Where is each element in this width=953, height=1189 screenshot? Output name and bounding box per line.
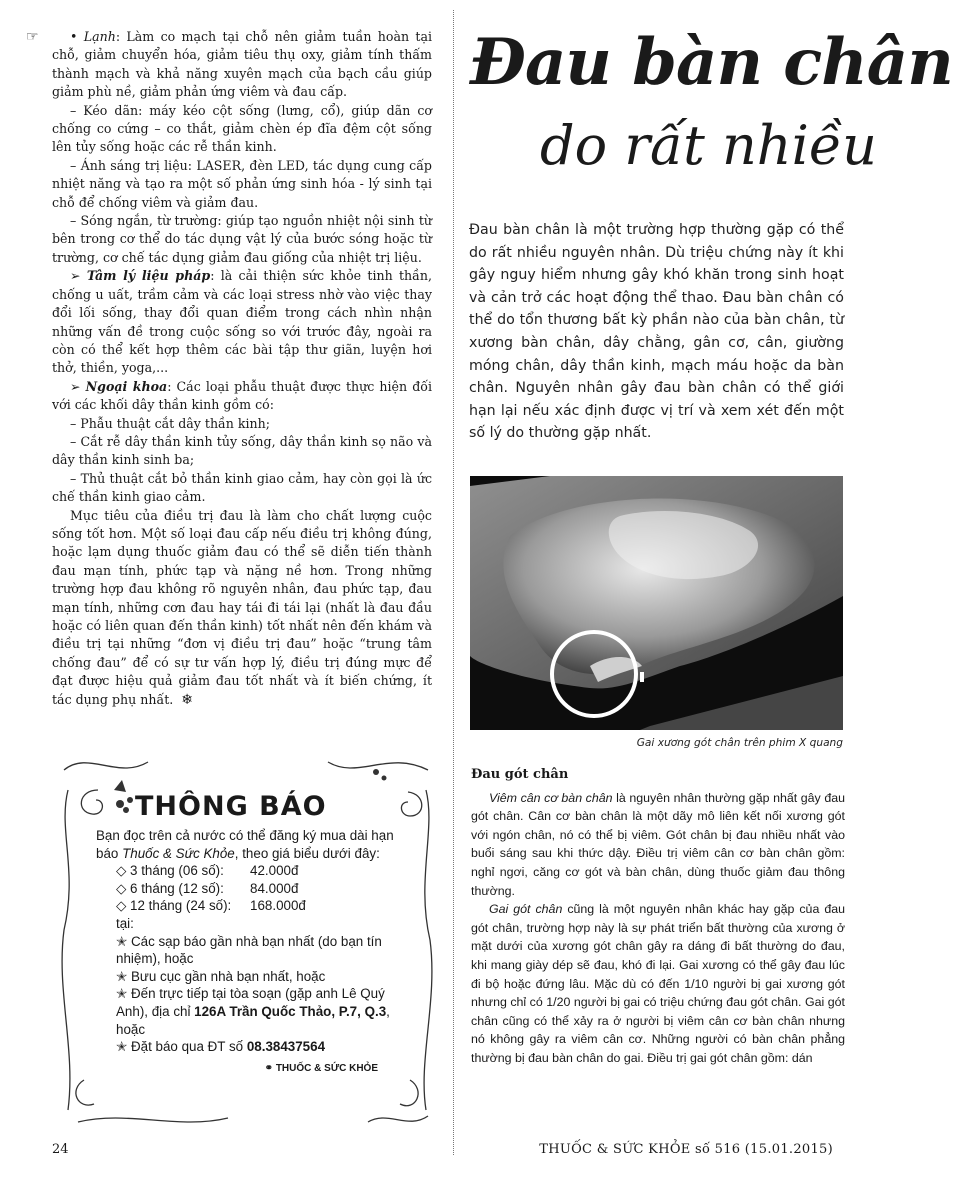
list-item: – Thủ thuật cắt bỏ thần kinh giao cảm, hay còn gọi là ức chế thần kinh giao cảm. (52, 470, 432, 505)
star-icon: ✭ (116, 968, 131, 984)
notice-address: 126A Trần Quốc Thảo, P.7, Q.3 (194, 1003, 387, 1019)
notice-intro (96, 827, 396, 862)
paragraph-light-therapy: – Ánh sáng trị liệu: LASER, đèn LED, tác dụng cung cấp nhiệt năng và tạo ra một số phản ứng sinh hóa - lý sinh tại chỗ để chống viêm và giảm đau. (52, 157, 432, 210)
price-label: 3 tháng (06 số): (130, 863, 224, 879)
list-item: – Cắt rễ dây thần kinh tủy sống, dây thần kinh sọ não và dây thần kinh sinh ba; (52, 433, 432, 468)
price-label: 12 tháng (24 số): (130, 898, 232, 914)
term-psychotherapy: Tâm lý liệu pháp (86, 268, 211, 284)
term-surgery: Ngoại khoa (85, 378, 168, 394)
text-surgery: : Các loại phẫu thuật được thực hiện đối với các khối dây thần kinh gồm có: (52, 378, 432, 413)
notice-option-text: Bưu cục gần nhà bạn nhất, hoặc (130, 968, 326, 984)
snowflake-icon: ❄ (181, 691, 193, 708)
notice-option (96, 968, 396, 986)
paragraph-conclusion (52, 507, 432, 709)
arrow-bullet-icon: ➢ (70, 378, 86, 394)
star-icon: ✭ (116, 986, 131, 1002)
pill-icon: ⚭ (264, 1062, 276, 1074)
notice-publication: Thuốc & Sức Khỏe (122, 845, 235, 861)
term-cold: Lạnh (83, 29, 116, 44)
left-column (26, 28, 432, 709)
column-divider (453, 10, 454, 1155)
notice-option (96, 933, 396, 968)
diamond-icon: ◇ (116, 898, 131, 914)
publication-footer: THUỐC & SỨC KHỎE số 516 (15.01.2015) (539, 1142, 833, 1157)
term-plantar-fasciitis: Viêm cân cơ bàn chân (489, 790, 613, 805)
section-title: Đau gót chân (471, 767, 569, 782)
text-plantar-fasciitis: là nguyên nhân thường gặp nhất gây đau gót chân. Cân cơ bàn chân là một dãy mô liên kết nối xương gót với ngón chân, nó có thể bị viêm. Gót chân bị đau nhiều nhất vào buổi sáng sau khi thức dậy. Điều trị viêm cân cơ bàn chân gồm: nghỉ ngơi, căng cơ gót và bàn chân, dùng thuốc giảm đau thông thường. (471, 790, 845, 898)
price-value: 42.000đ (250, 863, 299, 879)
text-heel-spur: cũng là một nguyên nhân khác hay gặp của đau gót chân, trường hợp này là sự phát triển bất thường của xương ở mặt dưới của xương gót chân gây ra dáng đi bất thường do đau, khi mang giày dép sẽ đau, khó đi lại. Gai xương có thể gây đau lúc đi bộ hoặc đứng lâu. Mặc dù có đến 1/10 người bị gai xương gót nhưng chỉ có 1/20 người bị gai có triệu chứng đau gót chân. Gai gót chân cũng có thể xảy ra ở người bị viêm cân cơ bàn chân nhưng nó không gây ra viêm cân cơ. Những người có bàn chân phẳng thường bị đau bàn chân do gai. Điều trị gai gót chân gồm: dán (471, 902, 845, 1065)
article-title-line-2: do rất nhiều (540, 114, 877, 177)
arrow-bullet-icon: ➢ (70, 268, 87, 284)
pointing-hand-icon: ☞ (26, 29, 39, 45)
article-intro: Đau bàn chân là một trường hợp thường gặp có thể do rất nhiều nguyên nhân. Dù triệu chứng này ít khi gây nguy hiểm nhưng gây khó khăn trong sinh hoạt và cản trở các hoạt động thể thao. Đau bàn chân có thể do tổn thương bất kỳ phần nào của bàn chân, từ xương bàn chân, dây chằng, gân cơ, cân, giường móng chân, dây thần kinh, mạch máu hoặc da bàn chân. Nguyên nhân gây đau bàn chân có thể giới hạn lại nếu xác định được vị trí và xem xét đến một số lý do thường gặp nhất. (469, 222, 844, 442)
notice-option (96, 985, 396, 1038)
paragraph-traction: – Kéo dãn: máy kéo cột sống (lưng, cổ), giúp dãn cơ chống co cứng – co thắt, giảm chèn ép đĩa đệm cột sống lên tủy sống hoặc các rễ thần kinh. (52, 102, 432, 155)
list-item: – Phẫu thuật cắt dây thần kinh; (70, 415, 271, 431)
notice-intro-text: , theo giá biểu dưới đây: (234, 845, 380, 861)
notice-intro-text: Bạn đọc trên cả nước có thể đăng ký mua dài hạn báo (96, 828, 394, 861)
diamond-icon: ◇ (116, 863, 131, 879)
notice-option-text: , hoặc (116, 1003, 390, 1037)
star-icon: ✭ (116, 933, 131, 949)
price-value: 84.000đ (250, 880, 299, 896)
text-cold: : Làm co mạch tại chỗ nên giảm tuần hoàn tại chỗ, giảm chuyển hóa, giảm tiêu thụ oxy, giảm tính thấm thành mạch và khả năng xuyên mạch của bạch cầu giúp giảm phù nề, giảm phản ứng viêm và đau cấp. (52, 29, 432, 100)
term-heel-spur: Gai gót chân (489, 902, 563, 917)
price-row (96, 897, 396, 915)
page-number: 24 (52, 1142, 69, 1157)
price-value: 168.000đ (250, 898, 306, 914)
notice-title: THÔNG BÁO (135, 791, 327, 822)
price-label: 6 tháng (12 số): (130, 880, 224, 896)
xray-illustration (470, 476, 843, 730)
paragraph-surgery (52, 378, 432, 415)
notice-body (96, 827, 396, 1077)
notice-at: tại: (116, 915, 134, 931)
price-row (96, 880, 396, 898)
star-icon: ✭ (116, 1039, 131, 1055)
text-conclusion: Mục tiêu của điều trị đau là làm cho chất lượng cuộc sống tốt hơn. Một số loại đau cấp nếu điều trị không đúng, hoặc lạm dụng thuốc giảm đau có thể sẽ diễn tiến thành đau mạn tính, phức tạp và nặng nề hơn. Trong những trường hợp đau không rõ nguyên nhân, đau phức tạp, đau mạn tính, những cơn đau hay tái đi tái lại (nhất là đau đầu hoặc có liên quan đến thần kinh) tốt nhất nên đến khám và điều trị tại những “đơn vị điều trị đau” hoặc “trung tâm chống đau” để có sự tư vấn hợp lý, điều trị đúng mực để đạt được hiệu quả giảm đau tốt nhất và ít biến chứng, ít tác dụng phụ nhất. (52, 507, 432, 707)
text-psychotherapy: : là cải thiện sức khỏe tinh thần, chống u uất, trầm cảm và các loại stress nhờ vào việc thay đổi lối sống, thay đổi quan điểm trong cách nhìn nhận những vấn đề trong cuộc sống so với trước đây, ngoài ra còn có thể kết hợp thêm các bài tập thư giãn, luyện hơi thở, thiền, yoga,... (52, 268, 432, 376)
paragraph-heel-spur (471, 900, 845, 1067)
notice-option-text: Đến trực tiếp tại tòa soạn (gặp anh Lê Quý Anh), địa chỉ (116, 986, 385, 1019)
paragraph-psychotherapy (52, 267, 432, 377)
notice-phone: 08.38437564 (246, 1039, 326, 1055)
price-row (96, 862, 396, 880)
notice-brand (96, 1060, 396, 1078)
paragraph-shortwave: – Sóng ngắn, từ trường: giúp tạo nguồn nhiệt nội sinh từ bên trong cơ thể do tác dụng vật lý của bước sóng hoặc từ trường, cơ chế tác dụng giảm đau giống của nhiệt trị liệu. (52, 213, 432, 265)
notice-option (96, 1038, 396, 1056)
notice-option-text: Các sạp báo gần nhà bạn nhất (do bạn tín nhiệm), hoặc (116, 933, 382, 967)
notice-brand-text: THUỐC & SỨC KHỎE (275, 1062, 378, 1074)
xray-image (470, 476, 843, 730)
paragraph-cold: • Lạnh: Làm co mạch tại chỗ nên giảm tuần hoàn tại chỗ, giảm chuyển hóa, giảm tiêu thụ oxy, giảm tính thấm thành mạch và khả năng xuyên mạch của bạch cầu giúp giảm phù nề, giảm phản ứng viêm và đau cấp. (52, 29, 432, 100)
right-column (471, 766, 845, 1068)
notice-option-text: Đặt báo qua ĐT số (130, 1039, 247, 1055)
article-title-line-1: Đau bàn chân (470, 25, 953, 100)
paragraph-plantar-fasciitis (471, 789, 845, 901)
diamond-icon: ◇ (116, 880, 131, 896)
image-caption: Gai xương gót chân trên phim X quang (636, 737, 843, 749)
